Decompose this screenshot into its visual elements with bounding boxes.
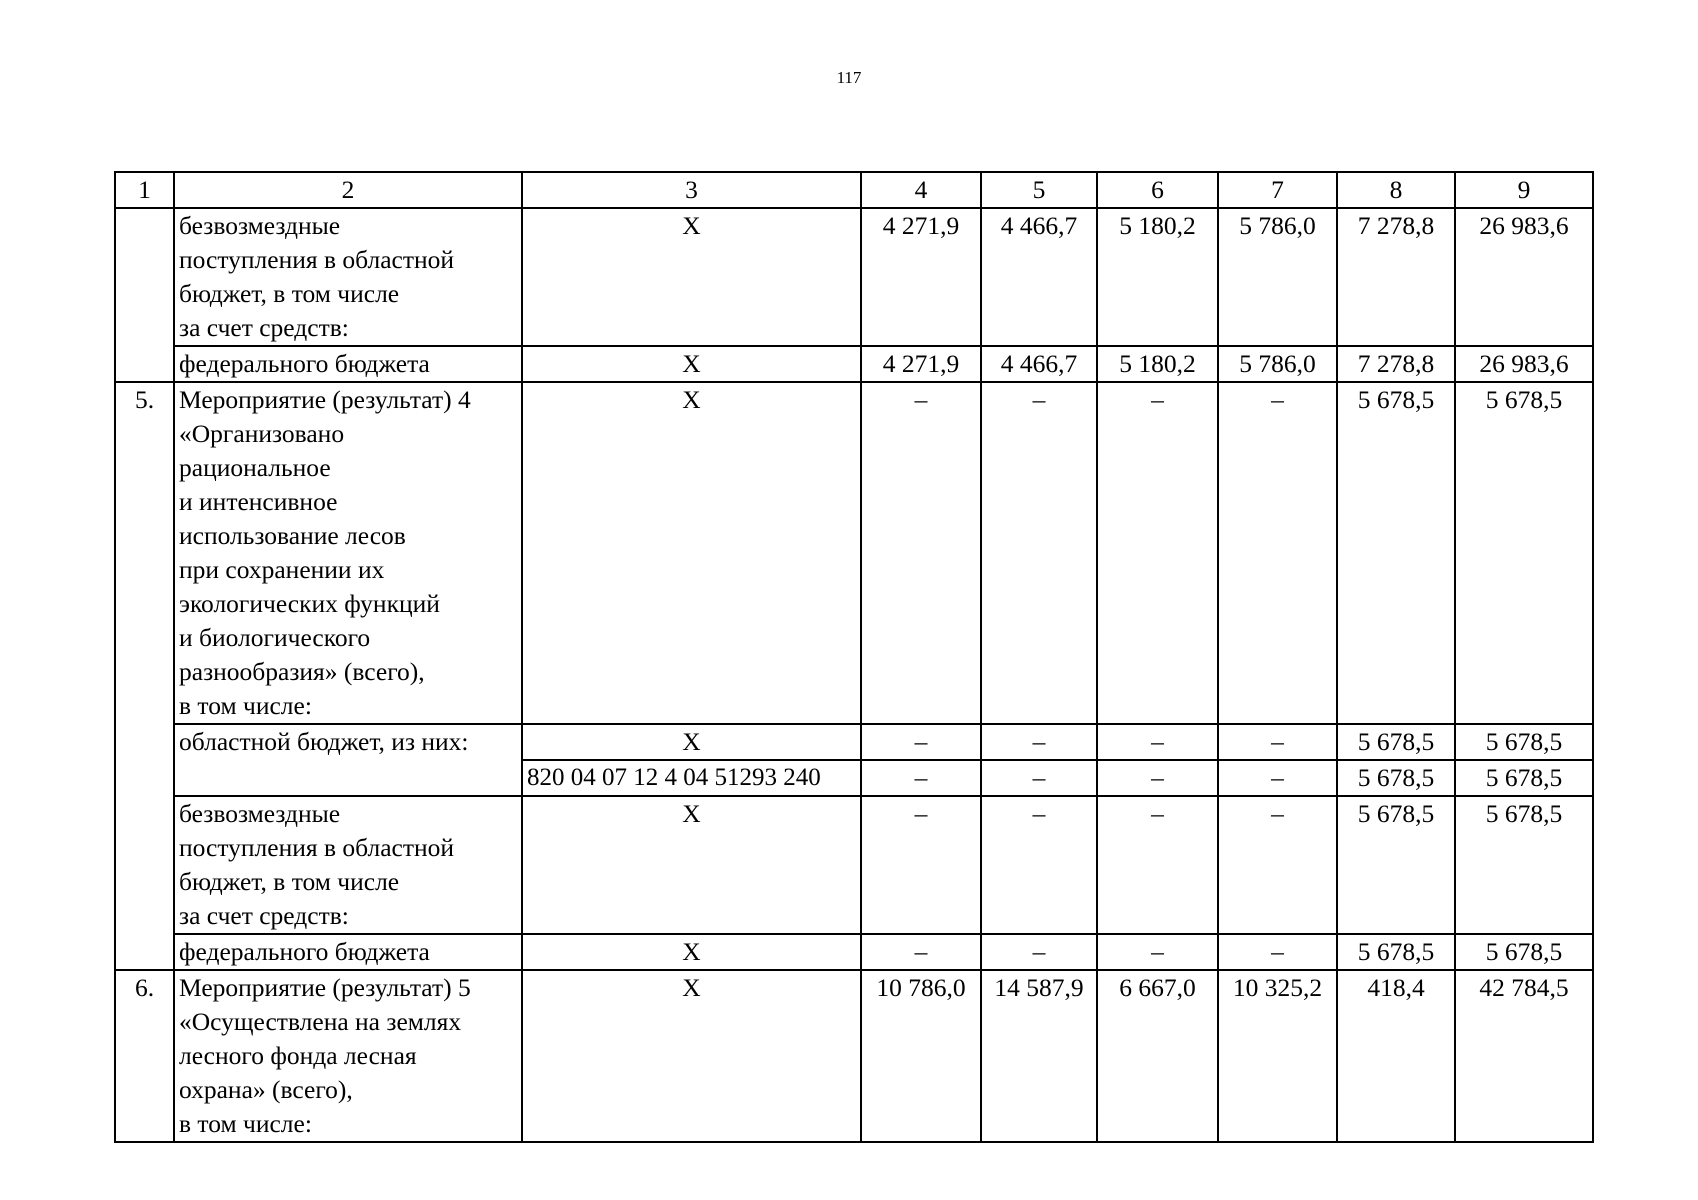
value-cell: – [981,934,1097,970]
value-cell: – [981,724,1097,760]
table-row [115,382,1593,724]
description-line: разнообразия» (всего), [179,657,425,686]
value-cell: 5 678,5 [1337,760,1455,796]
description-line: безвозмездные [179,799,341,828]
value-cell: – [1097,760,1218,796]
value-cell: – [981,796,1097,934]
value-cell: 4 271,9 [861,208,981,346]
value-cell: – [1097,934,1218,970]
description-line: бюджет, в том числе [179,867,400,896]
description-line: и интенсивное [179,487,338,516]
description-line: использование лесов [179,521,406,550]
value-cell: 418,4 [1337,970,1455,1142]
value-cell: – [861,724,981,760]
description-line: Мероприятие (результат) 4 [179,385,471,414]
code-cell: 820 04 07 12 4 04 51293 240 [522,760,861,796]
header-cell: 4 [861,172,981,208]
value-cell: 42 784,5 [1455,970,1593,1142]
value-cell: 5 678,5 [1455,934,1593,970]
description-line: рациональное [179,453,331,482]
value-cell: 26 983,6 [1455,346,1593,382]
value-cell: – [1097,382,1218,724]
value-cell: – [1218,382,1337,724]
row-number-cell: 5. [115,382,174,970]
value-cell: – [861,760,981,796]
description-line: бюджет, в том числе [179,279,400,308]
table-row [115,970,1593,1142]
description-cell: федерального бюджета [174,346,522,382]
value-cell: 6 667,0 [1097,970,1218,1142]
header-cell: 9 [1455,172,1593,208]
description-line: охрана» (всего), [179,1075,353,1104]
description-cell [174,796,522,934]
header-cell: 8 [1337,172,1455,208]
description-line: «Организовано [179,419,345,448]
value-cell: 10 325,2 [1218,970,1337,1142]
value-cell: 7 278,8 [1337,208,1455,346]
budget-table [114,171,1594,1143]
value-cell: – [861,934,981,970]
table-row [115,934,1593,970]
header-cell: 7 [1218,172,1337,208]
value-cell: 5 678,5 [1337,724,1455,760]
value-cell: – [861,382,981,724]
value-cell: 5 678,5 [1455,382,1593,724]
page-number: 117 [836,68,862,87]
value-cell: 7 278,8 [1337,346,1455,382]
code-cell: X [522,724,861,760]
code-cell: X [522,208,861,346]
value-cell: 14 587,9 [981,970,1097,1142]
value-cell: 4 466,7 [981,346,1097,382]
value-cell: 5 678,5 [1337,934,1455,970]
value-cell: 4 271,9 [861,346,981,382]
header-cell: 6 [1097,172,1218,208]
description-line: в том числе: [179,1109,312,1138]
value-cell: 5 678,5 [1455,760,1593,796]
table-header-row [115,172,1593,208]
description-line: и биологического [179,623,371,652]
description-line: за счет средств: [179,313,349,342]
value-cell: – [1097,796,1218,934]
header-cell: 5 [981,172,1097,208]
value-cell: 5 678,5 [1337,796,1455,934]
row-number-cell [115,208,174,382]
value-cell: – [1218,796,1337,934]
code-cell: X [522,970,861,1142]
value-cell: 10 786,0 [861,970,981,1142]
value-cell: – [1218,724,1337,760]
value-cell: – [1218,760,1337,796]
value-cell: 5 786,0 [1218,346,1337,382]
header-cell: 3 [522,172,861,208]
table-row [115,346,1593,382]
description-line: поступления в областной [179,245,455,274]
description-line: лесного фонда лесная [179,1041,417,1070]
value-cell: – [981,760,1097,796]
description-line: экологических функций [179,589,440,618]
table-row [115,796,1593,934]
value-cell: 4 466,7 [981,208,1097,346]
code-cell: X [522,382,861,724]
description-line: Мероприятие (результат) 5 [179,973,471,1002]
header-cell: 1 [115,172,174,208]
code-cell: X [522,934,861,970]
code-cell: X [522,796,861,934]
value-cell: – [861,796,981,934]
value-cell: 5 678,5 [1455,724,1593,760]
value-cell: 5 678,5 [1455,796,1593,934]
description-line: в том числе: [179,691,312,720]
value-cell: 5 180,2 [1097,346,1218,382]
description-cell [174,382,522,724]
table-row [115,208,1593,346]
value-cell: 5 786,0 [1218,208,1337,346]
description-cell: областной бюджет, из них: [174,724,522,796]
table-row [115,724,1593,760]
value-cell: – [981,382,1097,724]
code-cell: X [522,346,861,382]
value-cell: 26 983,6 [1455,208,1593,346]
description-cell [174,208,522,346]
description-line: за счет средств: [179,901,349,930]
description-cell [174,970,522,1142]
row-number-cell: 6. [115,970,174,1142]
description-line: при сохранении их [179,555,385,584]
header-cell: 2 [174,172,522,208]
description-line: безвозмездные [179,211,341,240]
description-line: поступления в областной [179,833,455,862]
description-cell: федерального бюджета [174,934,522,970]
value-cell: 5 678,5 [1337,382,1455,724]
value-cell: – [1097,724,1218,760]
value-cell: – [1218,934,1337,970]
value-cell: 5 180,2 [1097,208,1218,346]
description-line: «Осуществлена на землях [179,1007,462,1036]
